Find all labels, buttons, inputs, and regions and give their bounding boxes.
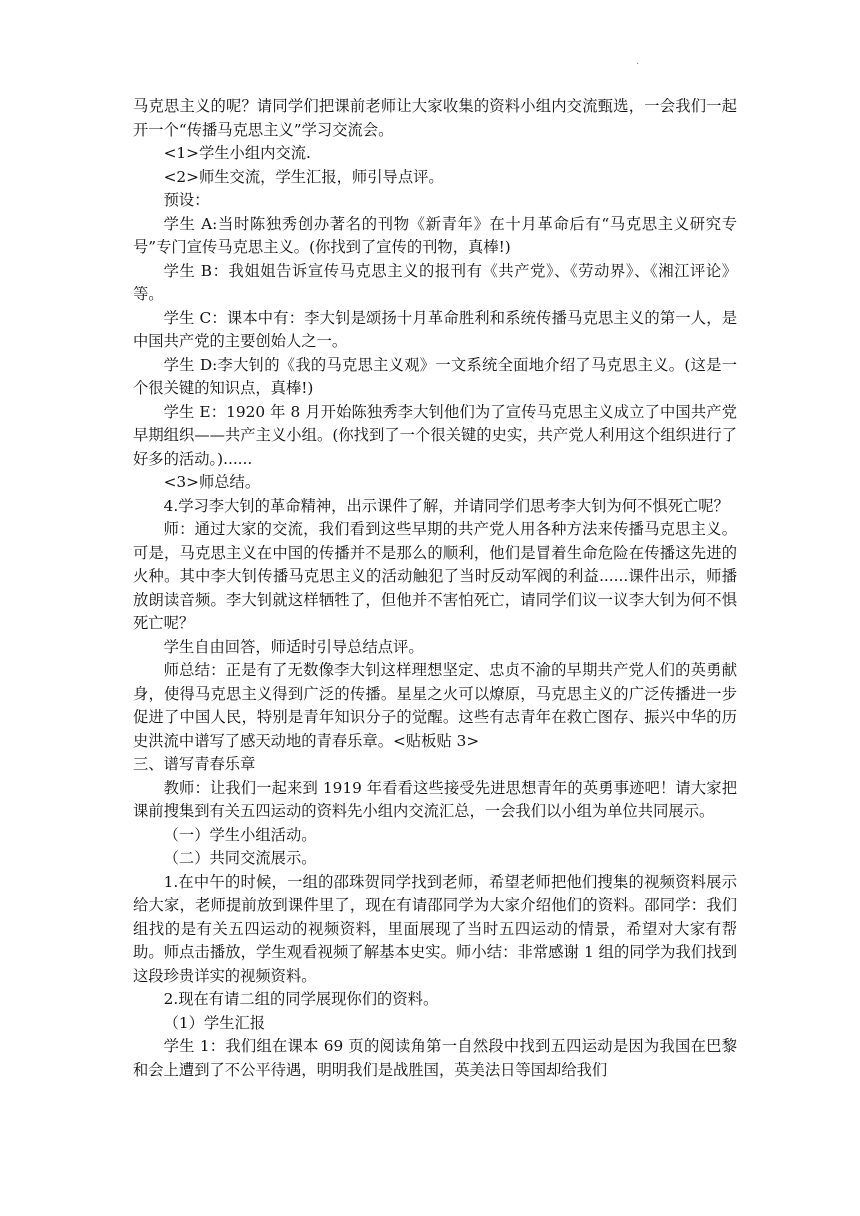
page-corner-mark: . bbox=[636, 56, 640, 67]
paragraph: （一）学生小组活动。 bbox=[163, 825, 317, 844]
paragraph: <3>师总结。 bbox=[163, 473, 261, 491]
paragraph: 预设： bbox=[163, 191, 210, 209]
paragraph: （二）共同交流展示。 bbox=[163, 849, 317, 867]
paragraph: 4.学习李大钊的革命精神，出示课件了解，并请同学们思考李大钊为何不惧死亡呢？ bbox=[163, 496, 729, 515]
paragraph: 学生 B：我姐姐告诉宣传马克思主义的报刊有《共产党》、《劳动界》、《湘江评论》等。 bbox=[133, 261, 737, 303]
paragraph: <1>学生小组内交流. bbox=[163, 144, 311, 162]
paragraph: 学生自由回答，师适时引导总结点评。 bbox=[163, 637, 424, 656]
paragraph: 学生 C：课本中有：李大钊是颂扬十月革命胜利和系统传播马克思主义的第一人，是中国共产党的主要创始人之一。 bbox=[133, 308, 737, 350]
paragraph: 学生 1：我们组在课本 69 页的阅读角第一自然段中找到五四运动是因为我国在巴黎和会上遭到了不公平待遇，明明我们是战胜国，英美法日等国却给我们 bbox=[133, 1037, 737, 1079]
paragraph: 1.在中午的时候，一组的邵珠贺同学找到老师，希望老师把他们搜集的视频资料展示给大家，老师提前放到课件里了，现在有请邵同学为大家介绍他们的资料。邵同学：我们组找的是有关五四运动的视频资料，里面展现了当时五四运动的情景，希望对大家有帮助。师点击播放，学生观看视频了解基本史实。师小结：非常感谢 1 组的同学为我们找到这段珍贵详实的视频资料。 bbox=[133, 872, 737, 985]
paragraph: （1）学生汇报 bbox=[163, 1013, 266, 1032]
paragraph: 学生 D:李大钊的《我的马克思主义观》一文系统全面地介绍了马克思主义。(这是一个很关键的知识点，真棒!) bbox=[133, 355, 737, 397]
paragraph: 师：通过大家的交流，我们看到这些早期的共产党人用各种方法来传播马克思主义。可是，马克思主义在中国的传播并不是那么的顺利，他们是冒着生命危险在传播这先进的火种。其中李大钊传播马克思主义的活动触犯了当时反动军阀的利益......课件出示，师播放朗读音频。李大钊就这样牺牲了，但他并不害怕死亡，请同学们议一议李大钊为何不惧死亡呢？ bbox=[133, 520, 737, 632]
paragraph: 教师：让我们一起来到 1919 年看看这些接受先进思想青年的英勇事迹吧！请大家把课前搜集到有关五四运动的资料先小组内交流汇总，一会我们以小组为单位共同展示。 bbox=[133, 778, 737, 820]
paragraph: 马克思主义的呢？请同学们把课前老师让大家收集的资料小组内交流甄选，一会我们一起开一个“传播马克思主义”学习交流会。 bbox=[133, 97, 737, 139]
paragraph: 师总结：正是有了无数像李大钊这样理想坚定、忠贞不渝的早期共产党人们的英勇献身，使得马克思主义得到广泛的传播。星星之火可以燎原，马克思主义的广泛传播进一步促进了中国人民，特别是青年知识分子的觉醒。这些有志青年在救亡图存、振兴中华的历史洪流中谱写了感天动地的青春乐章。<贴板贴 3> bbox=[133, 661, 737, 750]
paragraph: <2>师生交流，学生汇报，师引导点评。 bbox=[163, 167, 444, 186]
document-body bbox=[133, 95, 737, 1082]
paragraph: 学生 E：1920 年 8 月开始陈独秀李大钊他们为了宣传马克思主义成立了中国共产党早期组织——共产主义小组。(你找到了一个很关键的史实，共产党人利用这个组织进行了好多的活动。)...... bbox=[133, 402, 737, 468]
paragraph: 学生 A:当时陈独秀创办著名的刊物《新青年》在十月革命后有“马克思主义研究专号”专门宣传马克思主义。(你找到了宣传的刊物，真棒!) bbox=[133, 214, 737, 256]
paragraph: 三、谱写青春乐章 bbox=[133, 755, 256, 773]
paragraph: 2.现在有请二组的同学展现你们的资料。 bbox=[163, 990, 439, 1008]
